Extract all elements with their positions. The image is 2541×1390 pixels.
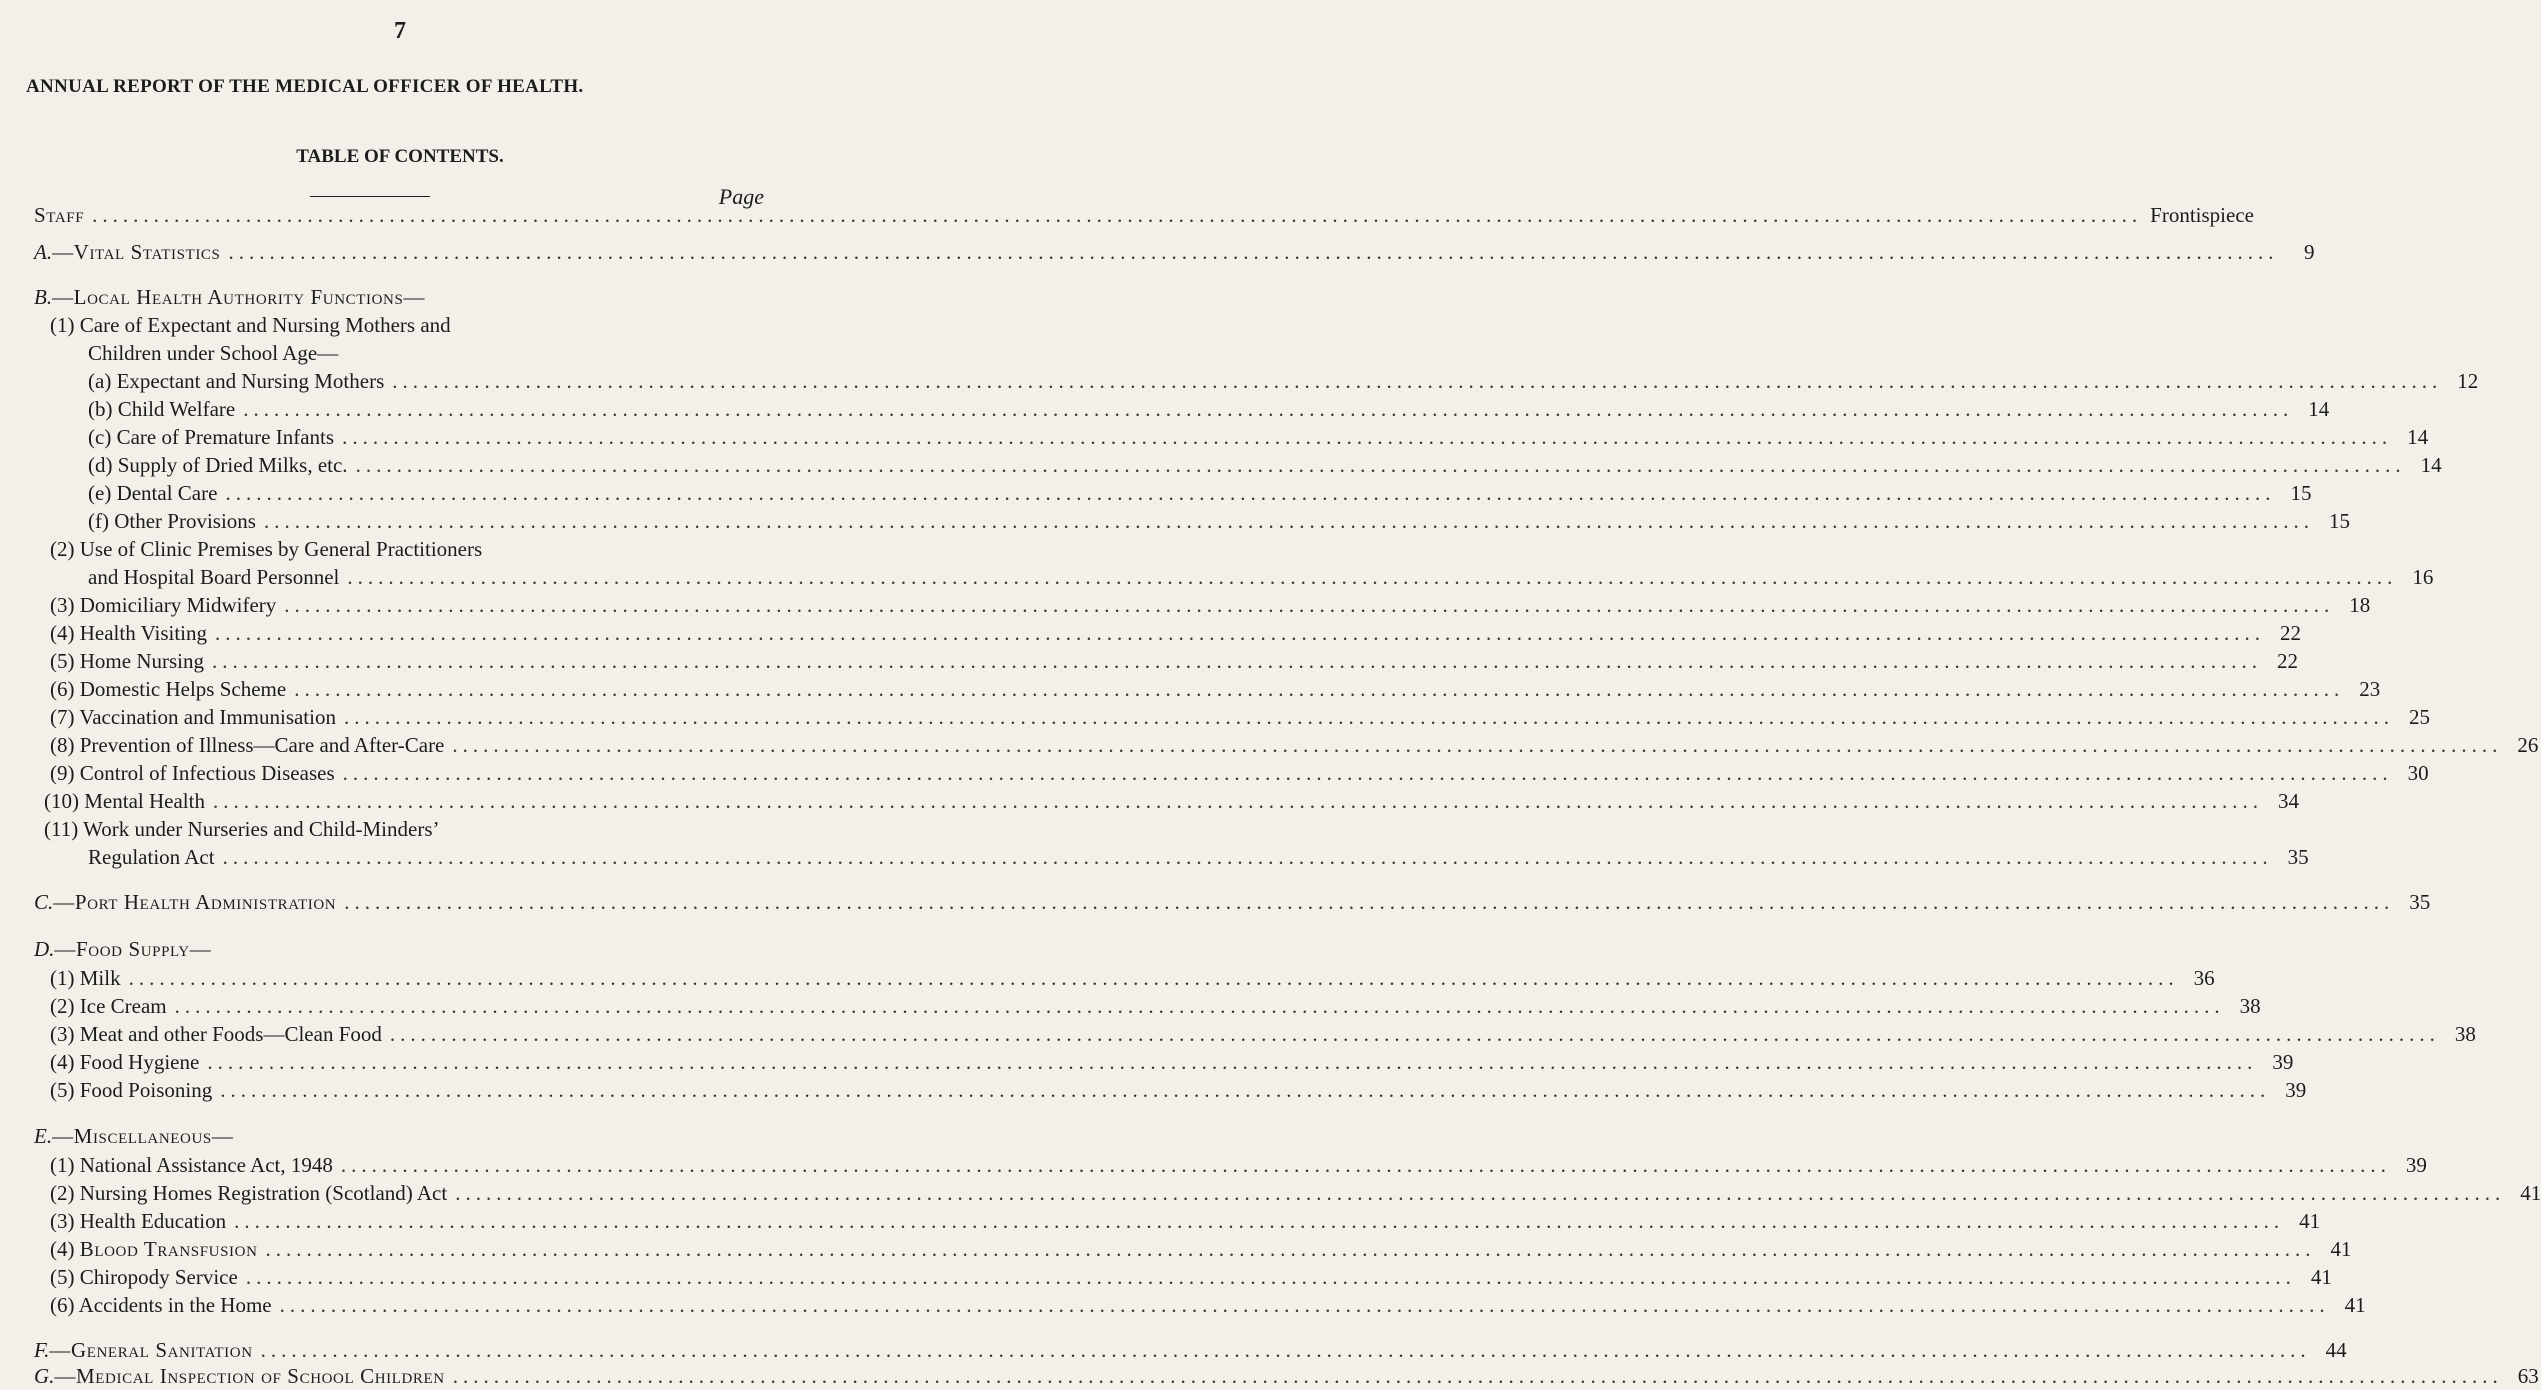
entry-label: Care of Premature Infants <box>116 425 335 449</box>
toc-entry-b1a <box>88 367 2479 395</box>
dot-leader: ........................................................................................................................................................................................................ <box>347 565 2398 589</box>
entry-label: Food Poisoning <box>79 1078 213 1102</box>
toc-entry-b7 <box>50 703 2430 731</box>
toc-entry-b6 <box>50 675 2381 703</box>
entry-number: (1) <box>50 966 75 990</box>
toc-entry-b1d <box>88 451 2442 479</box>
toc-entry-b2-cont <box>88 563 2434 591</box>
entry-page: 34 <box>2277 789 2299 813</box>
entry-page: 39 <box>2272 1050 2294 1074</box>
dot-leader: ........................................................................................................................................................................................................ <box>222 845 2273 869</box>
toc-entry-e6 <box>50 1291 2366 1319</box>
toc-entry-b11 <box>44 815 440 843</box>
dot-leader: ........................................................................................................................................................................................................ <box>452 733 2503 757</box>
toc-entry-d3 <box>50 1020 2476 1048</box>
entry-label: —Vital Statistics <box>52 240 221 264</box>
dot-leader: ........................................................................................................................................................................................................ <box>279 1293 2330 1317</box>
toc-entry-e4 <box>50 1235 2352 1263</box>
dot-leader: ........................................................................................................................................................................................................ <box>263 509 2314 533</box>
toc-entry-f <box>34 1336 2347 1364</box>
entry-label: Care of Expectant and Nursing Mothers and <box>79 313 451 337</box>
entry-label: Accidents in the Home <box>78 1293 272 1317</box>
entry-number: (b) <box>88 397 113 421</box>
entry-number: (11) <box>44 817 79 841</box>
entry-page: 30 <box>2407 761 2429 785</box>
entry-number: (4) <box>50 1050 75 1074</box>
entry-number: (5) <box>50 1078 75 1102</box>
toc-entry-e1 <box>50 1151 2427 1179</box>
dot-leader: ........................................................................................................................................................................................................ <box>344 890 2395 914</box>
entry-page: 15 <box>2328 509 2350 533</box>
entry-page: 38 <box>2454 1022 2476 1046</box>
dot-leader: ........................................................................................................................................................................................................ <box>243 397 2294 421</box>
toc-heading-b <box>34 283 425 311</box>
entry-number: (1) <box>50 313 75 337</box>
entry-label: Domestic Helps Scheme <box>79 677 287 701</box>
toc-entry-b4 <box>50 619 2302 647</box>
toc-entry-e5 <box>50 1263 2332 1291</box>
entry-label: Prevention of Illness—Care and After-Care <box>79 733 445 757</box>
toc-entry-g <box>34 1362 2539 1390</box>
dot-leader: ........................................................................................................................................................................................................ <box>245 1265 2296 1289</box>
toc-entry-b1c <box>88 423 2429 451</box>
entry-number: (f) <box>88 509 109 533</box>
dot-leader: ........................................................................................................................................................................................................ <box>220 1078 2271 1102</box>
dot-leader: ........................................................................................................................................................................................................ <box>234 1209 2285 1233</box>
dot-leader: ........................................................................................................................................................................................................ <box>343 705 2394 729</box>
entry-page: 39 <box>2285 1078 2307 1102</box>
toc-entry-b2 <box>50 535 482 563</box>
section-letter: E. <box>34 1124 53 1148</box>
entry-label: Use of Clinic Premises by General Practitioners <box>79 537 483 561</box>
dot-leader: ........................................................................................................................................................................................................ <box>452 1364 2503 1388</box>
toc-entry-d4 <box>50 1048 2294 1076</box>
toc-entry-b5 <box>50 647 2298 675</box>
toc-entry-d5 <box>50 1076 2307 1104</box>
dot-leader: ........................................................................................................................................................................................................ <box>212 789 2263 813</box>
entry-number: (4) <box>50 1237 75 1261</box>
entry-page: 23 <box>2359 677 2381 701</box>
entry-page: 39 <box>2405 1153 2427 1177</box>
entry-number: (e) <box>88 481 112 505</box>
toc-entry-b9 <box>50 759 2429 787</box>
dot-leader: ........................................................................................................................................................................................................ <box>265 1237 2316 1261</box>
entry-number: (5) <box>50 649 75 673</box>
section-letter: A. <box>34 240 53 264</box>
entry-label: Milk <box>79 966 121 990</box>
dot-leader: ........................................................................................................................................................................................................ <box>260 1338 2311 1362</box>
entry-number: (2) <box>50 994 75 1018</box>
section-letter: F. <box>34 1338 50 1362</box>
entry-label: Expectant and Nursing Mothers <box>116 369 385 393</box>
dot-leader: ........................................................................................................................................................................................................ <box>225 481 2276 505</box>
page-column-label: Page <box>718 184 764 209</box>
entry-page: 35 <box>2409 890 2431 914</box>
toc-entry-b11-cont <box>88 843 2309 871</box>
toc-entry-b3 <box>50 591 2371 619</box>
entry-label: National Assistance Act, 1948 <box>79 1153 333 1177</box>
entry-page: 14 <box>2420 453 2442 477</box>
dot-leader: ........................................................................................................................................................................................................ <box>215 621 2266 645</box>
entry-page: 16 <box>2412 565 2434 589</box>
dot-leader: ........................................................................................................................................................................................................ <box>284 593 2335 617</box>
page-number: 7 <box>394 18 406 44</box>
entry-label: Domiciliary Midwifery <box>79 593 277 617</box>
entry-label-cont: Regulation Act <box>88 845 215 869</box>
entry-number: (4) <box>50 621 75 645</box>
toc-entry-c <box>34 888 2431 916</box>
entry-number: (8) <box>50 733 75 757</box>
section-letter: G. <box>34 1364 55 1388</box>
entry-label: —Medical Inspection of School Children <box>54 1364 445 1388</box>
toc-entry-b1e <box>88 479 2312 507</box>
entry-number: (3) <box>50 1022 75 1046</box>
entry-label: Mental Health <box>84 789 205 813</box>
entry-label: Chiropody Service <box>79 1265 238 1289</box>
toc-entry-a <box>34 238 2315 266</box>
toc-title: TABLE OF CONTENTS. <box>296 146 504 167</box>
dot-leader: ........................................................................................................................................................................................................ <box>392 369 2443 393</box>
toc-entry-e2 <box>50 1179 2541 1207</box>
entry-number: (5) <box>50 1265 75 1289</box>
dot-leader: ........................................................................................................................................................................................................ <box>389 1022 2440 1046</box>
toc-entry-b1b <box>88 395 2330 423</box>
toc-entry-d1 <box>50 964 2215 992</box>
entry-label: Meat and other Foods—Clean Food <box>79 1022 382 1046</box>
entry-page: 44 <box>2325 1338 2347 1362</box>
entry-number: (6) <box>50 677 75 701</box>
dot-leader: ........................................................................................................................................................................................................ <box>294 677 2345 701</box>
dot-leader: ........................................................................................................................................................................................................ <box>92 203 2143 227</box>
entry-label: Ice Cream <box>79 994 167 1018</box>
report-title: ANNUAL REPORT OF THE MEDICAL OFFICER OF HEALTH. <box>26 76 584 97</box>
entry-page: 15 <box>2290 481 2312 505</box>
entry-page: 25 <box>2408 705 2430 729</box>
toc-entry-staff <box>34 201 2254 229</box>
dot-leader: ........................................................................................................................................................................................................ <box>128 966 2179 990</box>
dot-leader: ........................................................................................................................................................................................................ <box>340 1153 2391 1177</box>
entry-label: Other Provisions <box>114 509 256 533</box>
entry-number: (6) <box>50 1293 75 1317</box>
toc-entry-b8 <box>50 731 2539 759</box>
entry-label: Blood Transfusion <box>79 1237 258 1261</box>
dot-leader: ........................................................................................................................................................................................................ <box>342 761 2393 785</box>
entry-number: (3) <box>50 1209 75 1233</box>
entry-page: 36 <box>2193 966 2215 990</box>
toc-heading-e <box>34 1122 233 1150</box>
entry-label: Vaccination and Immunisation <box>79 705 336 729</box>
entry-label: Home Nursing <box>79 649 204 673</box>
entry-page: 14 <box>2308 397 2330 421</box>
entry-number: (3) <box>50 593 75 617</box>
entry-number: (1) <box>50 1153 75 1177</box>
dot-leader: ........................................................................................................................................................................................................ <box>342 425 2393 449</box>
entry-number: (9) <box>50 761 75 785</box>
toc-heading-d <box>34 935 211 963</box>
entry-number: (2) <box>50 537 75 561</box>
entry-page: 41 <box>2520 1181 2541 1205</box>
entry-number: (c) <box>88 425 112 449</box>
entry-number: (7) <box>50 705 75 729</box>
entry-label: Staff <box>34 203 85 227</box>
entry-label: —Food Supply— <box>54 937 212 961</box>
section-letter: D. <box>34 937 55 961</box>
entry-page: 63 <box>2517 1364 2539 1388</box>
dot-leader: ........................................................................................................................................................................................................ <box>212 649 2262 673</box>
entry-label: —Port Health Administration <box>53 890 337 914</box>
entry-label: —General Sanitation <box>49 1338 253 1362</box>
entry-label: Health Visiting <box>79 621 208 645</box>
entry-label: Health Education <box>79 1209 227 1233</box>
entry-label: Food Hygiene <box>79 1050 200 1074</box>
entry-page: 38 <box>2239 994 2261 1018</box>
entry-page: 41 <box>2330 1237 2352 1261</box>
dot-leader: ........................................................................................................................................................................................................ <box>174 994 2225 1018</box>
entry-label: Nursing Homes Registration (Scotland) Act <box>79 1181 448 1205</box>
entry-number: (10) <box>44 789 79 813</box>
entry-page: 22 <box>2280 621 2302 645</box>
entry-label: Work under Nurseries and Child-Minders’ <box>83 817 440 841</box>
dot-leader: ........................................................................................................................................................................................................ <box>455 1181 2506 1205</box>
entry-number: (2) <box>50 1181 75 1205</box>
toc-entry-d2 <box>50 992 2261 1020</box>
toc-entry-b1f <box>88 507 2350 535</box>
entry-label: Child Welfare <box>117 397 236 421</box>
entry-label: —Miscellaneous— <box>52 1124 234 1148</box>
entry-page: 9 <box>2303 240 2315 264</box>
toc-entry-b10 <box>44 787 2299 815</box>
entry-label: —Local Health Authority Functions— <box>52 285 426 309</box>
toc-entry-b1-cont: Children under School Age— <box>88 341 339 365</box>
dot-leader: ........................................................................................................................................................................................................ <box>207 1050 2258 1074</box>
entry-label: Supply of Dried Milks, etc. <box>117 453 348 477</box>
entry-page: 26 <box>2517 733 2539 757</box>
entry-label: Control of Infectious Diseases <box>79 761 335 785</box>
section-letter: B. <box>34 285 53 309</box>
section-letter: C. <box>34 890 54 914</box>
entry-page: 41 <box>2299 1209 2321 1233</box>
entry-page: 18 <box>2349 593 2371 617</box>
entry-page: 12 <box>2457 369 2479 393</box>
dot-leader: ........................................................................................................................................................................................................ <box>355 453 2406 477</box>
entry-number: (d) <box>88 453 113 477</box>
entry-page: 41 <box>2344 1293 2366 1317</box>
entry-page: 35 <box>2287 845 2309 869</box>
entry-label: Dental Care <box>116 481 218 505</box>
entry-page: 41 <box>2310 1265 2332 1289</box>
entry-page: Frontispiece <box>2150 203 2254 227</box>
toc-entry-b1 <box>50 311 451 339</box>
entry-page: 14 <box>2407 425 2429 449</box>
toc-entry-e3 <box>50 1207 2321 1235</box>
entry-page: 22 <box>2277 649 2298 673</box>
entry-label-cont: and Hospital Board Personnel <box>88 565 340 589</box>
entry-number: (a) <box>88 369 112 393</box>
dot-leader: ........................................................................................................................................................................................................ <box>228 240 2279 264</box>
